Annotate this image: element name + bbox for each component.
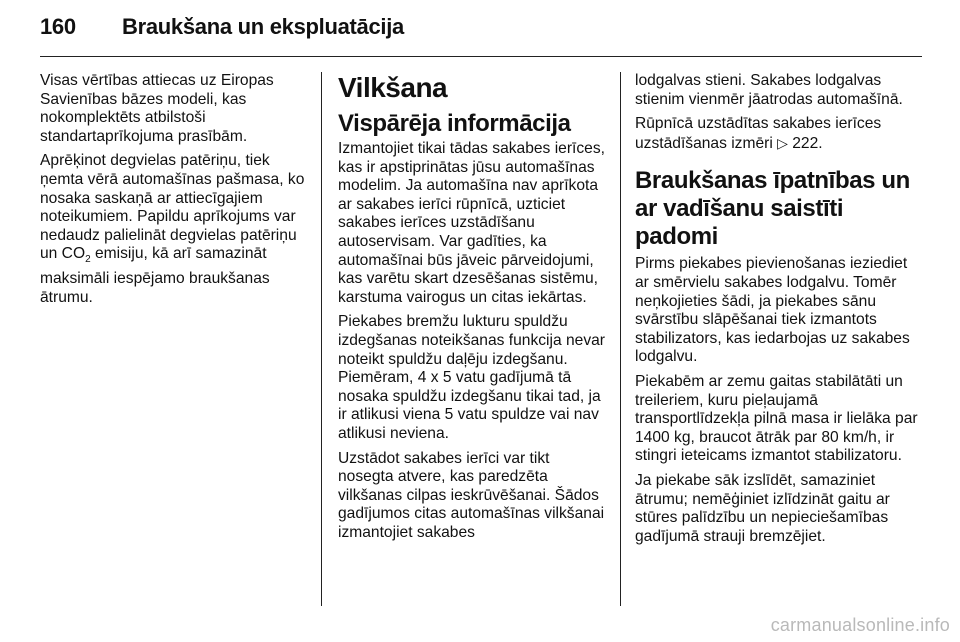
subsection-title: Braukšanas īpatnības un ar vadīšanu saistīti padomi — [635, 167, 910, 251]
paragraph: Pirms piekabes pievienošanas ieziediet ar smērvielu sakabes lodgalvu. Tomēr neņkojieties šādi, ja piekabes sānu svārstību slāpēšanai tiek izmantots stabilizators, kas iedarbojas uz sakabes lodgalvu. — [635, 255, 910, 366]
subsection-title: Vispārēja informācija — [338, 110, 571, 137]
paragraph — [635, 115, 925, 153]
watermark: carmanualsonline.info — [770, 615, 950, 635]
column-right — [635, 72, 925, 552]
paragraph: Piekabes bremžu lukturu spuldžu izdegšanas noteikšanas funkcija nevar noteikt spuldžu daļēju izdegšanu. Piemēram, 4 x 5 vatu gadījumā tā nosaka spuldžu izdegšanu tikai tad, ja ir atlikusi viena 5 vatu spuldze vai nav atlikusi neviena. — [338, 313, 605, 442]
paragraph-text: Rūpnīcā uzstādītas sakabes ierīces uzstādīšanas izmēri — [635, 115, 882, 152]
paragraph: lodgalvas stieni. Sakabes lodgalvas stienim vienmēr jāatrodas automašīnā. — [635, 72, 903, 108]
column-divider — [321, 72, 322, 606]
page-header — [0, 0, 960, 55]
paragraph: Uzstādot sakabes ierīci var tikt nosegta atvere, kas paredzēta vilkšanas cilpas ieskrūvēšanai. Šādos gadījumos citas automašīnas vilkšanai izmantojiet sakabes — [338, 449, 605, 541]
section-title: Vilkšana — [338, 72, 448, 103]
paragraph: Piekabēm ar zemu gaitas stabilātāti un treileriem, kuru pieļaujamā transportlīdzekļa pilnā masa ir lielāka par 1400 kg, braucot ātrāk par 80 km/h, ir stingri ieteicams izmantot stabilizatoru. — [635, 372, 918, 465]
column-left — [40, 72, 315, 313]
subscript: 2 — [85, 254, 91, 266]
paragraph-text: emisiju, kā arī samazināt maksimāli iespējamo braukšanas ātrumu. — [40, 245, 270, 306]
paragraph: Ja piekabe sāk izslīdēt, samaziniet ātrumu; nemēģiniet izlīdzināt gaitu ar stūres palīdzību un nepieciešamības gadījumā strauji bremzējiet. — [635, 471, 890, 545]
paragraph: Izmantojiet tikai tādas sakabes ierīces, kas ir apstiprinātas jūsu automašīnas modelim. Ja automašīna nav aprīkota ar sakabes ierīci rūpnīcā, uzticiet sakabes ierīces uzstādīšanu autoservisam. Var gadīties, ka automašīnai būs jāveic pārveidojumi, kas varētu skart dzesēšanas sistēmu, karstuma vairogus un citas iekārtas. — [338, 140, 605, 306]
paragraph-text: Aprēķinot degvielas patēriņu, tiek ņemta vērā automašīnas pašmasa, ko nosaka saskaņā ar attiecīgajiem noteikumiem. Papildu aprīkojums var nedaudz palielināt degvielas patēriņu un CO — [40, 152, 305, 263]
header-rule — [40, 56, 922, 57]
paragraph: Visas vērtības attiecas uz Eiropas Savienības bāzes modeli, kas nokomplektēts atbilstoši standartaprīkojuma prasībām. — [40, 72, 274, 145]
running-title: Braukšana un ekspluatācija — [122, 14, 404, 39]
page-reference-number: 222. — [787, 134, 823, 152]
page-number: 160 — [40, 14, 76, 39]
column-divider — [620, 72, 621, 606]
column-middle — [338, 72, 608, 548]
page-reference-arrow-icon: ▷ — [777, 134, 788, 151]
paragraph — [40, 152, 315, 307]
